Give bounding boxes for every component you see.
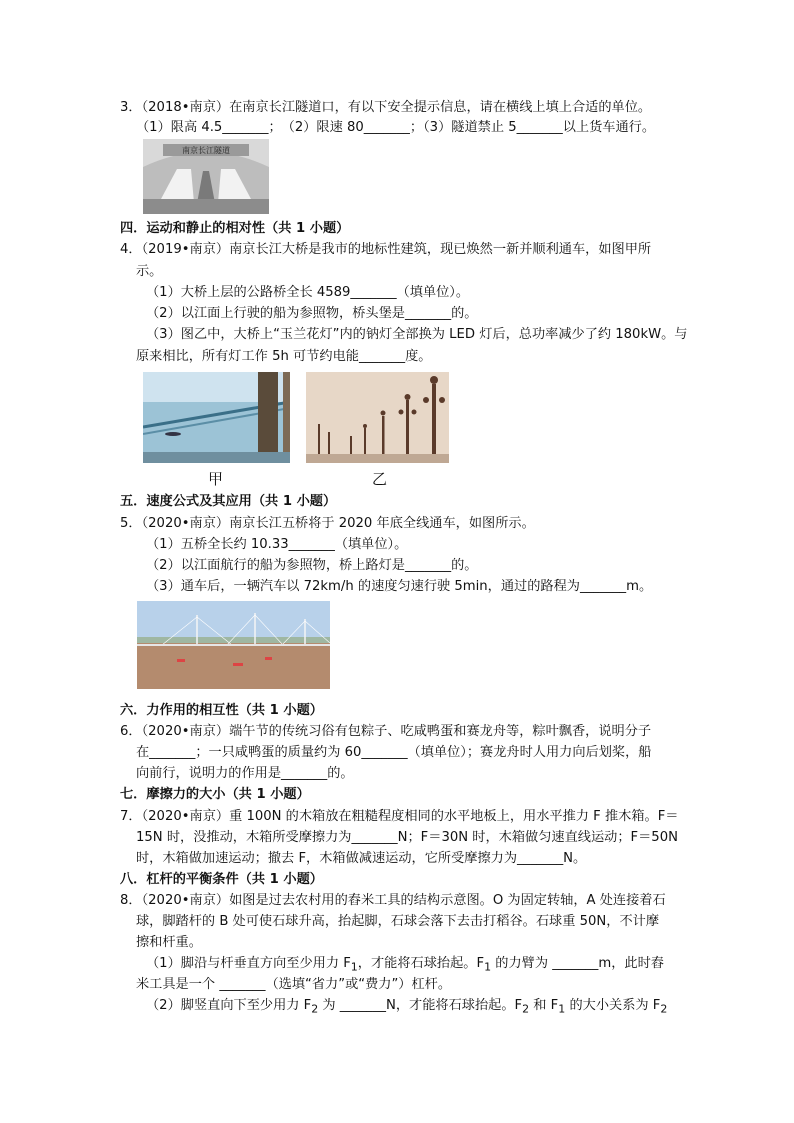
q3-parts: （1）限高 4.5_______； （2）限速 80_______；（3）隧道禁止 5_______以上货车通行。 (136, 120, 656, 135)
section-5-title: 五．速度公式及其应用（共 1 小题） (120, 494, 337, 509)
q8-line-1: 8．（2020•南京）如图是过去农村用的舂米工具的结构示意图。O 为固定转轴，A 处连接着石 (120, 893, 666, 908)
q8-part-1a: （1）脚沿与杆垂直方向至少用力 $F_1$，才能将石球抬起。$F_1$ 的力臂为 _______m，此时舂 (146, 956, 664, 974)
q4-stem-1: 4．（2019•南京）南京长江大桥是我市的地标性建筑，现已焕然一新并顺利通车，如图甲所 (120, 242, 652, 257)
q6-line-1: 6．（2020•南京）端午节的传统习俗有包粽子、吃咸鸭蛋和赛龙舟等，粽叶飘香，说明分子 (120, 724, 652, 739)
q8-part-1b: 米工具是一个 _______（选填“省力”或“费力”）杠杆。 (136, 977, 452, 992)
caption-jia: 甲 (208, 470, 224, 488)
section-4-title: 四．运动和静止的相对性（共 1 小题） (120, 221, 350, 236)
q6-line-2: 在_______；一只咸鸭蛋的质量约为 60_______（填单位）；赛龙舟时人用力向后划桨，船 (136, 745, 652, 760)
q6-line-3: 向前行，说明力的作用是_______的。 (136, 766, 354, 781)
svg-text:南京长江隧道: 南京长江隧道 (182, 146, 230, 155)
q4-part-2: （2）以江面上行驶的船为参照物，桥头堡是_______的。 (146, 306, 478, 321)
q4-part-1: （1）大桥上层的公路桥全长 4589_______（填单位）。 (146, 285, 470, 300)
caption-yi: 乙 (372, 470, 388, 488)
section-6-title: 六．力作用的相互性（共 1 小题） (120, 703, 323, 718)
tunnel-photo (143, 139, 269, 214)
q5-part-1: （1）五桥全长约 10.33_______（填单位）。 (146, 537, 408, 552)
q8-part-2: （2）脚竖直向下至少用力 $F_2$ 为 _______N，才能将石球抬起。$F_2$ 和 $F_1$ 的大小关系为 $F_2$ (146, 998, 668, 1016)
q7-line-3: 时，木箱做加速运动；撤去 F，木箱做减速运动，它所受摩擦力为_______N。 (136, 851, 587, 866)
q3-stem: 3．（2018•南京）在南京长江隧道口，有以下安全提示信息，请在横线上填上合适的单位。 (120, 100, 652, 115)
fifth-bridge-photo (137, 601, 330, 689)
q4-part-3b: 原来相比，所有灯工作 5h 可节约电能_______度。 (136, 349, 432, 364)
section-8-title: 八．杠杆的平衡条件（共 1 小题） (120, 872, 323, 887)
q5-part-3: （3）通车后，一辆汽车以 72km/h 的速度匀速行驶 5min，通过的路程为_______m。 (146, 579, 653, 594)
q7-line-2: 15N 时，没推动，木箱所受摩擦力为_______N；F＝30N 时，木箱做匀速直线运动；F＝50N (136, 830, 678, 845)
q8-line-3: 擦和杆重。 (136, 935, 202, 950)
q5-stem: 5．（2020•南京）南京长江五桥将于 2020 年底全线通车，如图所示。 (120, 516, 535, 531)
lamp-photo-b (306, 372, 449, 463)
q8-line-2: 球，脚踏杆的 B 处可使石球升高，抬起脚，石球会落下去击打稻谷。石球重 50N，不计摩 (136, 914, 660, 929)
section-7-title: 七．摩擦力的大小（共 1 小题） (120, 787, 310, 802)
q7-line-1: 7．（2020•南京）重 100N 的木箱放在粗糙程度相同的水平地板上，用水平推力 F 推木箱。F＝ (120, 809, 679, 824)
q4-part-3a: （3）图乙中，大桥上“玉兰花灯”内的钠灯全部换为 LED 灯后，总功率减少了约 180kW。与 (146, 327, 688, 342)
q5-part-2: （2）以江面航行的船为参照物，桥上路灯是_______的。 (146, 558, 478, 573)
q4-stem-2: 示。 (136, 264, 163, 279)
bridge-photo-a (143, 372, 290, 463)
